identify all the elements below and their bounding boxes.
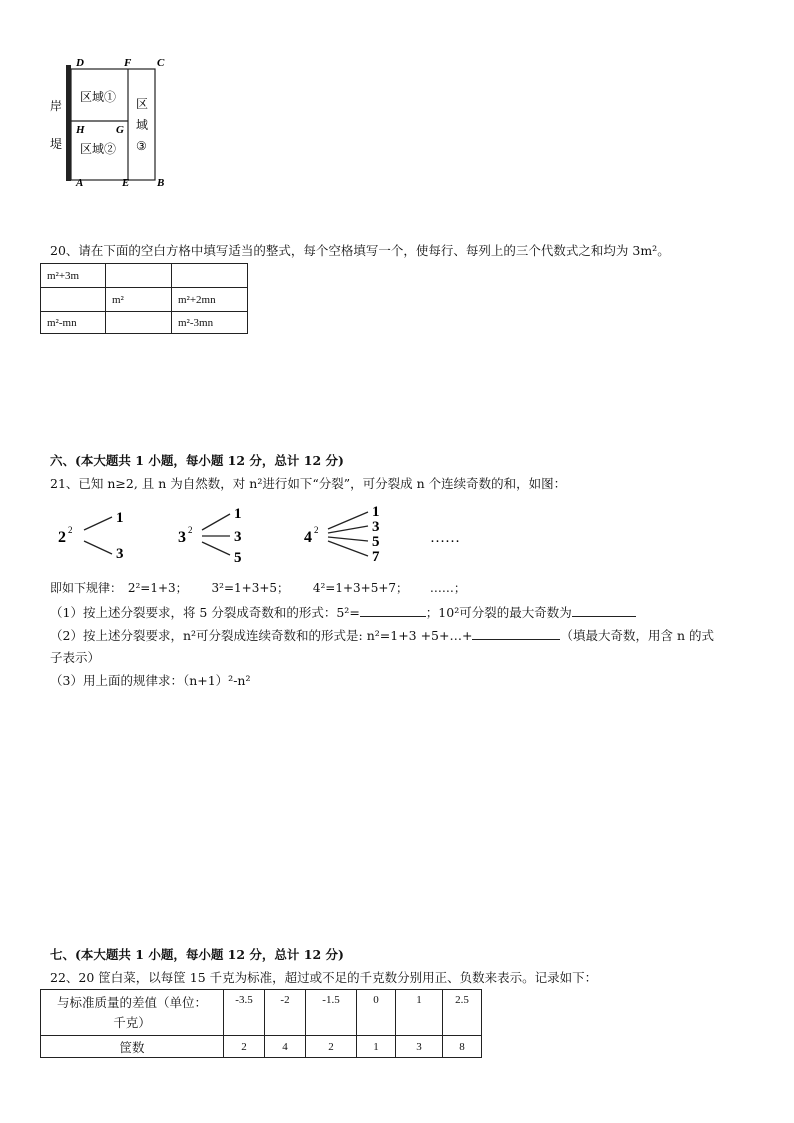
q20-cell-3-2[interactable] (106, 312, 172, 334)
fig2-branch-1 (202, 514, 230, 530)
rule-2: 3²=1+3+5； (211, 581, 290, 595)
part1-text-a: （1）按上述分裂要求，将 5 分裂成奇数和的形式：5²= (50, 605, 360, 620)
q22-count-cell: 2 (224, 1036, 265, 1058)
part2-text-a: （2）按上述分裂要求，n²可分裂成连续奇数和的形式是: n²=1+3 +5+…+ (50, 628, 473, 643)
q20-text: 20、请在下面的空白方格中填写适当的整式，每个空格填写一个，使每行、每列上的三个代数式之和均为 3m²。 (50, 243, 670, 258)
fig2-exp: 2 (188, 525, 193, 535)
region-1-label: 区域① (80, 90, 117, 104)
fig2-val-2: 3 (234, 529, 242, 545)
label-b: B (157, 177, 165, 189)
label-e: E (122, 177, 130, 189)
rule-3: 4²=1+3+5+7； (312, 581, 409, 595)
part1-blank-2[interactable] (572, 603, 636, 617)
label-d: D (76, 57, 84, 69)
q20-grid (40, 263, 248, 334)
q22-diff-cell: -1.5 (306, 990, 357, 1036)
q20-cell-2-1[interactable] (41, 288, 106, 312)
rule-1: 2²=1+3； (127, 581, 188, 595)
q20-cell-3-3: m²-3mn (172, 312, 248, 334)
q22-diff-cell: 0 (357, 990, 396, 1036)
label-c: C (157, 57, 165, 69)
q21-part2-cont: 子表示） (50, 650, 101, 665)
part2-blank[interactable] (472, 626, 560, 640)
section-6-heading: 六、(本大题共 1 小题，每小题 12 分，总计 12 分) (50, 453, 344, 468)
q21-rule-line (50, 580, 466, 596)
q22-row1-label-line2: 千克） (113, 1015, 151, 1030)
q20-cell-1-3[interactable] (172, 264, 248, 288)
region-2-label: 区域② (80, 142, 117, 156)
fig2-branch-3 (202, 542, 230, 555)
q22-diff-cell: 1 (396, 990, 443, 1036)
label-f: F (124, 57, 132, 69)
q21-split-figure (50, 500, 480, 570)
q20-cell-1-2[interactable] (106, 264, 172, 288)
fig-ellipsis: …… (430, 530, 460, 546)
bank-label-2: 堤 (50, 137, 63, 151)
q22-row1-label-line1: 与标准质量的差值（单位： (56, 995, 207, 1010)
rule-4: ……； (429, 581, 466, 595)
q20-cell-2-2: m² (106, 288, 172, 312)
fig3-val-4: 7 (372, 549, 380, 565)
q21-intro: 21、已知 n≥2, 且 n 为自然数，对 n²进行如下“分裂”，可分裂成 n 个连续奇数的和，如图： (50, 476, 567, 491)
fig3-branch-4 (328, 541, 368, 556)
label-h: H (76, 124, 85, 136)
q22-count-cell: 3 (396, 1036, 443, 1058)
part1-blank-1[interactable] (360, 603, 426, 617)
q22-row1-label (41, 990, 224, 1036)
region-3-label-3: ③ (136, 139, 147, 153)
fig1-branch-1 (84, 517, 112, 530)
fig2-val-1: 1 (234, 506, 242, 522)
fig1-branch-2 (84, 541, 112, 554)
q21-part3: （3）用上面的规律求：（n+1）²-n² (50, 673, 251, 688)
q20-cell-2-3: m²+2mn (172, 288, 248, 312)
riverbank-diagram (44, 55, 184, 190)
q20-cell-3-1: m²-mn (41, 312, 106, 334)
q22-diff-cell: 2.5 (443, 990, 482, 1036)
q22-table (40, 989, 482, 1058)
fig3-val-3: 5 (372, 534, 380, 550)
fig1-base: 2 (58, 529, 66, 546)
fig3-base: 4 (304, 529, 312, 546)
label-g: G (116, 124, 124, 136)
q21-part2 (50, 626, 714, 644)
q22-count-cell: 1 (357, 1036, 396, 1058)
fig1-val-1: 1 (116, 510, 124, 526)
q22-count-cell: 8 (443, 1036, 482, 1058)
region-3-label-1: 区 (136, 97, 149, 111)
fig2-base: 3 (178, 529, 186, 546)
rule-label: 即如下规律： (50, 581, 123, 595)
bank-label-1: 岸 (50, 99, 63, 113)
q20-cell-1-1: m²+3m (41, 264, 106, 288)
fig1-val-2: 3 (116, 546, 124, 562)
q22-row2-label: 筐数 (41, 1036, 224, 1058)
fig3-branch-3 (328, 537, 368, 541)
region-3-label-2: 域 (136, 118, 149, 132)
q22-diff-cell: -2 (265, 990, 306, 1036)
q22-count-cell: 2 (306, 1036, 357, 1058)
fig3-val-1: 1 (372, 504, 380, 520)
label-a: A (76, 177, 84, 189)
section-7-heading: 七、(本大题共 1 小题，每小题 12 分，总计 12 分) (50, 947, 344, 962)
fig1-exp: 2 (68, 525, 73, 535)
fig2-val-3: 5 (234, 550, 242, 566)
part2-text-b: （填最大奇数，用含 n 的式 (560, 628, 714, 643)
q21-part1 (50, 603, 636, 621)
bank-wall (66, 65, 71, 181)
q22-intro: 22、20 筐白菜，以每筐 15 千克为标准，超过或不足的千克数分别用正、负数来表示。记录如下： (50, 970, 598, 985)
fig3-val-2: 3 (372, 519, 380, 535)
q22-diff-cell: -3.5 (224, 990, 265, 1036)
q22-count-cell: 4 (265, 1036, 306, 1058)
fig3-exp: 2 (314, 525, 319, 535)
part1-text-b: ；10²可分裂的最大奇数为 (425, 605, 572, 620)
